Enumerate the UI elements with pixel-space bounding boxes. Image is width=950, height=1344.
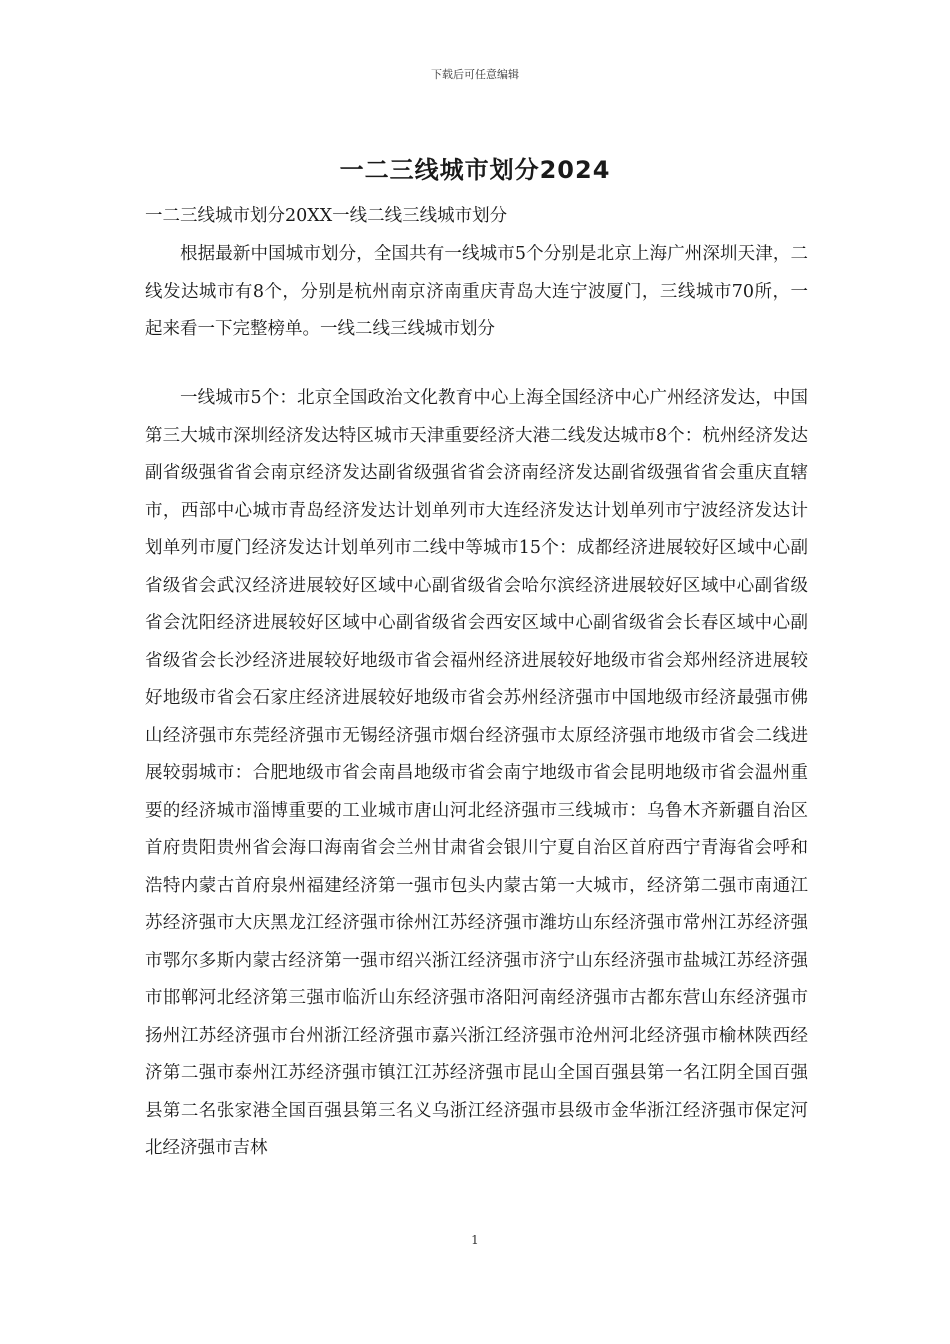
page-number: 1 [471, 1233, 479, 1247]
paragraph-city-list: 一线城市5个：北京全国政治文化教育中心上海全国经济中心广州经济发达，中国第三大城市深圳经济发达特区城市天津重要经济大港二线发达城市8个：杭州经济发达副省级强省省会南京经济发达副省级强省省会济南经济发达副省级强省省会重庆直辖市，西部中心城市青岛经济发达计划单列市大连经济发达计划单列市宁波经济发达计划单列市厦门经济发达计划单列市二线中等城市15个：成都经济进展较好区域中心副省级省会武汉经济进展较好区域中心副省级省会哈尔滨经济进展较好区域中心副省级省会沈阳经济进展较好区域中心副省级省会西安区域中心副省级省会长春区域中心副省级省会长沙经济进展较好地级市省会福州经济进展较好地级市省会郑州经济进展较好地级市省会石家庄经济进展较好地级市省会苏州经济强市中国地级市经济最强市佛山经济强市东莞经济强市无锡经济强市烟台经济强市太原经济强市地级市省会二线进展较弱城市：合肥地级市省会南昌地级市省会南宁地级市省会昆明地级市省会温州重要的经济城市淄博重要的工业城市唐山河北经济强市三线城市：乌鲁木齐新疆自治区首府贵阳贵州省会海口海南省会兰州甘肃省会银川宁夏自治区首府西宁青海省会呼和浩特内蒙古首府泉州福建经济第一强市包头内蒙古第一大城市，经济第二强市南通江苏经济强市大庆黑龙江经济强市徐州江苏经济强市潍坊山东经济强市常州江苏经济强市鄂尔多斯内蒙古经济第一强市绍兴浙江经济强市济宁山东经济强市盐城江苏经济强市邯郸河北经济第三强市临沂山东经济强市洛阳河南经济强市古都东营山东经济强市扬州江苏经济强市台州浙江经济强市嘉兴浙江经济强市沧州河北经济强市榆林陕西经济第二强市泰州江苏经济强市镇江江苏经济强市昆山全国百强县第一名江阴全国百强县第二名张家港全国百强县第三名义乌浙江经济强市县级市金华浙江经济强市保定河北经济强市吉林 [145, 388, 808, 1158]
header-note: 下载后可任意编辑 [431, 68, 519, 81]
document-subtitle: 一二三线城市划分20XX一线二线三线城市划分 [145, 206, 508, 226]
paragraph-intro: 根据最新中国城市划分，全国共有一线城市5个分别是北京上海广州深圳天津，二线发达城市有8个，分别是杭州南京济南重庆青岛大连宁波厦门，三线城市70所，一起来看一下完整榜单。一线二线三线城市划分 [145, 244, 808, 339]
document-title: 一二三线城市划分2024 [339, 156, 611, 184]
